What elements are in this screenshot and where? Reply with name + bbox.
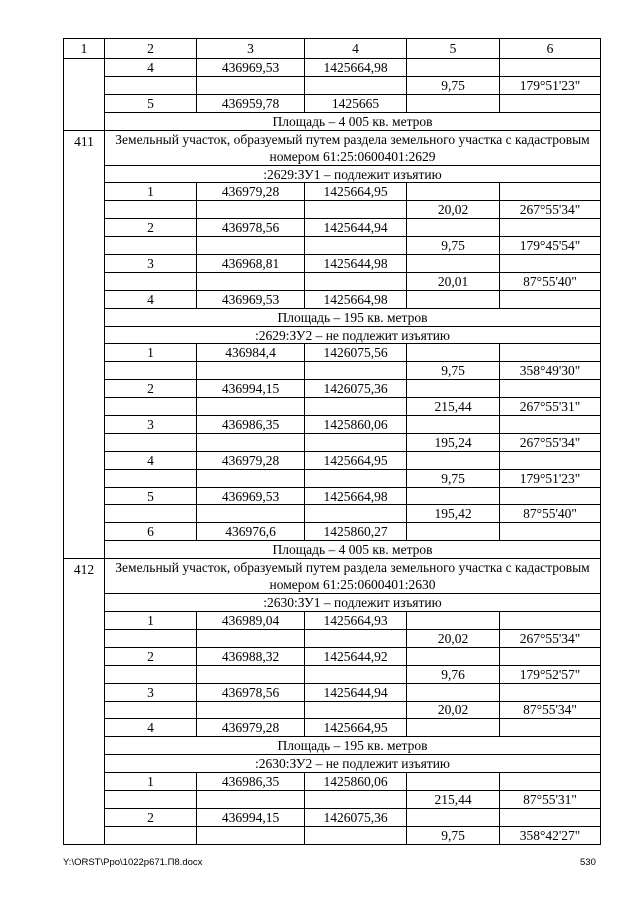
y-coordinate-cell: 1425664,93: [305, 612, 407, 630]
empty-cell: [500, 380, 601, 398]
empty-cell: [305, 790, 407, 808]
empty-cell: [105, 433, 197, 451]
segment-row: [64, 237, 601, 255]
x-coordinate-cell: 436969,53: [197, 59, 305, 77]
point-row: [64, 523, 601, 541]
empty-cell: [197, 76, 305, 94]
point-number-cell: 4: [105, 719, 197, 737]
point-number-cell: 2: [105, 219, 197, 237]
point-row: [64, 344, 601, 362]
point-number-cell: 3: [105, 416, 197, 434]
empty-cell: [407, 416, 500, 434]
x-coordinate-cell: 436959,78: [197, 94, 305, 112]
empty-cell: [407, 451, 500, 469]
point-row: [64, 683, 601, 701]
full-width-row: [64, 112, 601, 130]
footer-file-path: Y:\ORST\Ppo\1022p671.П8.docx: [63, 857, 203, 868]
empty-cell: [197, 201, 305, 219]
header-cell: 1: [64, 39, 105, 59]
y-coordinate-cell: 1425644,94: [305, 683, 407, 701]
point-number-cell: 2: [105, 380, 197, 398]
y-coordinate-cell: 1425664,98: [305, 59, 407, 77]
empty-cell: [305, 629, 407, 647]
y-coordinate-cell: 1425664,98: [305, 290, 407, 308]
point-row: [64, 487, 601, 505]
empty-cell: [500, 94, 601, 112]
parcel-description-cell: Земельный участок, образуемый путем раздела земельного участка с кадастровым номером 61:25:0600401:2629: [105, 130, 601, 165]
empty-cell: [105, 237, 197, 255]
y-coordinate-cell: 1426075,36: [305, 380, 407, 398]
empty-cell: [500, 683, 601, 701]
empty-cell: [500, 773, 601, 791]
empty-cell: [500, 808, 601, 826]
empty-cell: [500, 647, 601, 665]
y-coordinate-cell: 1425644,94: [305, 219, 407, 237]
empty-cell: [407, 612, 500, 630]
segment-row: [64, 505, 601, 523]
empty-cell: [197, 701, 305, 719]
point-row: [64, 647, 601, 665]
x-coordinate-cell: 436979,28: [197, 451, 305, 469]
distance-cell: 9,75: [407, 469, 500, 487]
empty-cell: [305, 826, 407, 844]
section-caption-cell: Площадь – 195 кв. метров: [105, 737, 601, 755]
distance-cell: 215,44: [407, 398, 500, 416]
empty-cell: [500, 523, 601, 541]
segment-row: [64, 76, 601, 94]
segment-row: [64, 665, 601, 683]
x-coordinate-cell: 436986,35: [197, 416, 305, 434]
x-coordinate-cell: 436978,56: [197, 683, 305, 701]
segment-row: [64, 362, 601, 380]
point-row: [64, 719, 601, 737]
empty-cell: [197, 790, 305, 808]
empty-cell: [407, 344, 500, 362]
point-number-cell: 2: [105, 647, 197, 665]
full-width-row: [64, 130, 601, 165]
empty-cell: [197, 272, 305, 290]
empty-cell: [105, 701, 197, 719]
segment-row: [64, 272, 601, 290]
azimuth-cell: 358°42'27": [500, 826, 601, 844]
empty-cell: [407, 808, 500, 826]
distance-cell: 195,24: [407, 433, 500, 451]
x-coordinate-cell: 436988,32: [197, 647, 305, 665]
lot-number-cell: 411: [64, 130, 105, 559]
azimuth-cell: 179°51'23": [500, 76, 601, 94]
azimuth-cell: 267°55'34": [500, 629, 601, 647]
empty-cell: [500, 219, 601, 237]
empty-cell: [305, 201, 407, 219]
point-number-cell: 4: [105, 290, 197, 308]
x-coordinate-cell: 436984,4: [197, 344, 305, 362]
empty-cell: [407, 59, 500, 77]
y-coordinate-cell: 1425664,98: [305, 487, 407, 505]
full-width-row: [64, 308, 601, 326]
point-row: [64, 380, 601, 398]
empty-cell: [197, 237, 305, 255]
empty-cell: [105, 201, 197, 219]
header-row: [64, 39, 601, 59]
x-coordinate-cell: 436979,28: [197, 719, 305, 737]
empty-cell: [105, 665, 197, 683]
page-number: 530: [580, 857, 596, 868]
point-number-cell: 1: [105, 183, 197, 201]
empty-cell: [105, 790, 197, 808]
segment-row: [64, 826, 601, 844]
point-number-cell: 1: [105, 344, 197, 362]
coordinates-table: [63, 38, 601, 845]
point-row: [64, 59, 601, 77]
header-cell: 5: [407, 39, 500, 59]
empty-cell: [500, 59, 601, 77]
segment-row: [64, 701, 601, 719]
full-width-row: [64, 326, 601, 344]
point-number-cell: 4: [105, 59, 197, 77]
distance-cell: 20,02: [407, 701, 500, 719]
point-row: [64, 94, 601, 112]
empty-cell: [197, 362, 305, 380]
empty-cell: [105, 76, 197, 94]
distance-cell: 9,76: [407, 665, 500, 683]
lot-number-cell: 412: [64, 559, 105, 844]
section-caption-cell: Площадь – 195 кв. метров: [105, 308, 601, 326]
empty-cell: [407, 773, 500, 791]
empty-cell: [105, 469, 197, 487]
x-coordinate-cell: 436979,28: [197, 183, 305, 201]
y-coordinate-cell: 1425644,98: [305, 255, 407, 273]
x-coordinate-cell: 436989,04: [197, 612, 305, 630]
azimuth-cell: 87°55'40": [500, 505, 601, 523]
empty-cell: [105, 505, 197, 523]
point-number-cell: 3: [105, 683, 197, 701]
empty-cell: [407, 487, 500, 505]
parcel-description-cell: Земельный участок, образуемый путем раздела земельного участка с кадастровым номером 61:25:0600401:2630: [105, 559, 601, 594]
section-caption-cell: :2629:ЗУ1 – подлежит изъятию: [105, 165, 601, 183]
full-width-row: [64, 165, 601, 183]
x-coordinate-cell: 436969,53: [197, 290, 305, 308]
point-number-cell: 3: [105, 255, 197, 273]
empty-cell: [500, 487, 601, 505]
point-number-cell: 5: [105, 487, 197, 505]
empty-cell: [500, 290, 601, 308]
empty-cell: [105, 826, 197, 844]
distance-cell: 20,02: [407, 201, 500, 219]
distance-cell: 9,75: [407, 826, 500, 844]
azimuth-cell: 358°49'30": [500, 362, 601, 380]
empty-cell: [500, 416, 601, 434]
header-cell: 6: [500, 39, 601, 59]
azimuth-cell: 87°55'40": [500, 272, 601, 290]
section-caption-cell: :2630:ЗУ2 – не подлежит изъятию: [105, 755, 601, 773]
empty-cell: [105, 362, 197, 380]
y-coordinate-cell: 1425860,06: [305, 773, 407, 791]
empty-cell: [305, 237, 407, 255]
segment-row: [64, 201, 601, 219]
point-row: [64, 290, 601, 308]
distance-cell: 20,02: [407, 629, 500, 647]
header-cell: 2: [105, 39, 197, 59]
point-row: [64, 183, 601, 201]
y-coordinate-cell: 1425665: [305, 94, 407, 112]
empty-cell: [305, 701, 407, 719]
section-caption-cell: Площадь – 4 005 кв. метров: [105, 112, 601, 130]
empty-cell: [407, 183, 500, 201]
full-width-row: [64, 755, 601, 773]
empty-cell: [407, 94, 500, 112]
segment-row: [64, 469, 601, 487]
y-coordinate-cell: 1425664,95: [305, 451, 407, 469]
empty-cell: [500, 344, 601, 362]
segment-row: [64, 790, 601, 808]
table-body: [64, 39, 601, 845]
segment-row: [64, 433, 601, 451]
azimuth-cell: 87°55'31": [500, 790, 601, 808]
empty-cell: [407, 219, 500, 237]
segment-row: [64, 629, 601, 647]
empty-cell: [305, 505, 407, 523]
empty-cell: [305, 398, 407, 416]
empty-cell: [407, 255, 500, 273]
empty-cell: [407, 647, 500, 665]
azimuth-cell: 267°55'34": [500, 433, 601, 451]
section-caption-cell: Площадь – 4 005 кв. метров: [105, 541, 601, 559]
empty-cell: [305, 76, 407, 94]
distance-cell: 9,75: [407, 76, 500, 94]
y-coordinate-cell: 1425644,92: [305, 647, 407, 665]
azimuth-cell: 267°55'34": [500, 201, 601, 219]
y-coordinate-cell: 1425664,95: [305, 719, 407, 737]
empty-cell: [305, 469, 407, 487]
point-row: [64, 416, 601, 434]
y-coordinate-cell: 1425860,06: [305, 416, 407, 434]
empty-cell: [305, 272, 407, 290]
section-caption-cell: :2629:ЗУ2 – не подлежит изъятию: [105, 326, 601, 344]
azimuth-cell: 179°51'23": [500, 469, 601, 487]
point-row: [64, 808, 601, 826]
point-number-cell: 2: [105, 808, 197, 826]
empty-cell: [105, 272, 197, 290]
empty-cell: [500, 451, 601, 469]
empty-cell: [305, 433, 407, 451]
azimuth-cell: 267°55'31": [500, 398, 601, 416]
point-number-cell: 5: [105, 94, 197, 112]
x-coordinate-cell: 436994,15: [197, 808, 305, 826]
point-row: [64, 255, 601, 273]
empty-cell: [105, 398, 197, 416]
segment-row: [64, 398, 601, 416]
x-coordinate-cell: 436976,6: [197, 523, 305, 541]
empty-cell: [500, 719, 601, 737]
empty-cell: [197, 433, 305, 451]
x-coordinate-cell: 436994,15: [197, 380, 305, 398]
empty-cell: [197, 826, 305, 844]
point-number-cell: 1: [105, 773, 197, 791]
empty-cell: [407, 683, 500, 701]
lot-number-cell: [64, 59, 105, 131]
empty-cell: [407, 719, 500, 737]
section-caption-cell: :2630:ЗУ1 – подлежит изъятию: [105, 594, 601, 612]
empty-cell: [407, 290, 500, 308]
point-row: [64, 612, 601, 630]
distance-cell: 195,42: [407, 505, 500, 523]
distance-cell: 9,75: [407, 237, 500, 255]
y-coordinate-cell: 1425664,95: [305, 183, 407, 201]
y-coordinate-cell: 1426075,56: [305, 344, 407, 362]
full-width-row: [64, 737, 601, 755]
point-number-cell: 6: [105, 523, 197, 541]
distance-cell: 9,75: [407, 362, 500, 380]
header-cell: 3: [197, 39, 305, 59]
x-coordinate-cell: 436978,56: [197, 219, 305, 237]
point-row: [64, 451, 601, 469]
y-coordinate-cell: 1426075,36: [305, 808, 407, 826]
point-number-cell: 1: [105, 612, 197, 630]
empty-cell: [500, 183, 601, 201]
x-coordinate-cell: 436969,53: [197, 487, 305, 505]
empty-cell: [407, 523, 500, 541]
empty-cell: [197, 469, 305, 487]
header-cell: 4: [305, 39, 407, 59]
empty-cell: [197, 665, 305, 683]
empty-cell: [500, 612, 601, 630]
x-coordinate-cell: 436968,81: [197, 255, 305, 273]
x-coordinate-cell: 436986,35: [197, 773, 305, 791]
azimuth-cell: 179°52'57": [500, 665, 601, 683]
empty-cell: [197, 398, 305, 416]
point-number-cell: 4: [105, 451, 197, 469]
empty-cell: [500, 255, 601, 273]
point-row: [64, 773, 601, 791]
empty-cell: [105, 629, 197, 647]
azimuth-cell: 179°45'54": [500, 237, 601, 255]
azimuth-cell: 87°55'34": [500, 701, 601, 719]
full-width-row: [64, 559, 601, 594]
y-coordinate-cell: 1425860,27: [305, 523, 407, 541]
empty-cell: [197, 505, 305, 523]
empty-cell: [197, 629, 305, 647]
distance-cell: 20,01: [407, 272, 500, 290]
full-width-row: [64, 541, 601, 559]
full-width-row: [64, 594, 601, 612]
point-row: [64, 219, 601, 237]
empty-cell: [305, 665, 407, 683]
empty-cell: [407, 380, 500, 398]
distance-cell: 215,44: [407, 790, 500, 808]
empty-cell: [305, 362, 407, 380]
